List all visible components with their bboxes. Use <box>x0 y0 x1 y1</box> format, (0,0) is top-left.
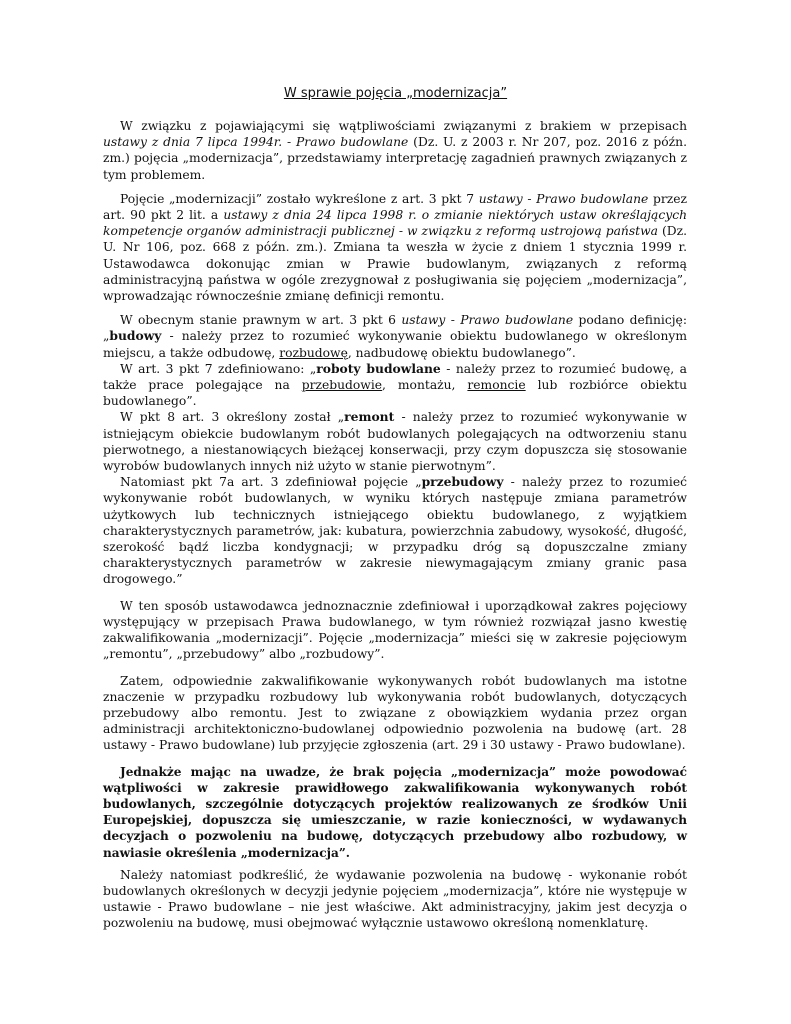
text-run: W art. 3 pkt 7 zdefiniowano: „ <box>120 361 317 376</box>
bold-term-roboty-budowlane: roboty budowlane <box>316 360 441 376</box>
bold-term-remont: remont <box>344 409 395 425</box>
paragraph-10: Należy natomiast podkreślić, że wydawanie pozwolenia na budowę - wykonanie robót budowlanych określonych w decyzji jedynie pojęciem „modernizacja”, które nie występuje w ustawie - Prawo budowlane – nie jest właściwe. Akt administracyjny, jakim jest decyzja o pozwoleniu na budowę, musi obejmować wyłącznie ustawowo określoną nomenklaturę. <box>103 867 687 931</box>
bold-term-budowy: budowy <box>109 328 162 344</box>
italic-law-reference: ustawy z dnia 7 lipca 1994r. - Prawo budowlane <box>103 135 409 150</box>
paragraph-6 <box>103 474 687 587</box>
text-run: W obecnym stanie prawnym w art. 3 pkt 6 <box>120 313 402 328</box>
text-run: - należy przez to rozumieć budowę, a także prace polegające na <box>103 361 688 393</box>
paragraph-2 <box>103 191 687 304</box>
text-run: - należy przez to rozumieć wykonywanie w istniejącym obiekcie budowlanym robót budowlanych polegających na odtworzeniu stanu pierwotnego, a niestanowiących bieżącej konserwacji, przy czym dopuszcza się stosowanie wyrobów budowlanych innych niż użyto w stanie pierwotnym”. <box>103 410 687 474</box>
paragraph-8: Zatem, odpowiednie zakwalifikowanie wykonywanych robót budowlanych ma istotne znaczenie w przypadku rozbudowy lub wykonywania robót budowlanych, dotyczących przebudowy albo remontu. Jest to związane z obowiązkiem wydania przez organ administracji architektoniczno-budowlanej odpowiednio pozwolenia na budowę (art. 28 ustawy - Prawo budowlane) lub przyjęcie zgłoszenia (art. 29 i 30 ustawy - Prawo budowlane). <box>103 673 687 753</box>
italic-law-reference: ustawy z dnia 24 lipca 1998 r. o zmianie niektórych ustaw określających kompetencje organów administracji publicznej - w związku z reformą ustrojową państwa <box>103 208 687 239</box>
text-run: - należy przez to rozumieć wykonywanie obiektu budowlanego w określonym miejscu, a także odbudowę, <box>103 329 687 360</box>
text-run: W pkt 8 art. 3 określony został „ <box>120 410 345 425</box>
paragraph-3 <box>103 312 687 361</box>
text-run: , nadbudowę obiektu budowlanego”. <box>347 345 576 360</box>
paragraph-1 <box>103 118 687 183</box>
underlined-term: przebudowie <box>301 378 383 393</box>
document-title: W sprawie pojęcia „modernizacja” <box>283 86 508 101</box>
text-run: lub rozbiórce obiektu budowlanego”. <box>103 378 688 409</box>
paragraph-9-bold: Jednakże mając na uwadze, że brak pojęcia „modernizacja” może powodować wątpliwości w zakresie prawidłowego zakwalifikowania wykonywanych robót budowlanych, szczególnie dotyczących projektów realizowanych ze środków Unii Europejskiej, dopuszcza się umieszczanie, w razie konieczności, w wydawanych decyzjach o pozwoleniu na budowę, dotyczących przebudowy albo rozbudowy, w nawiasie określenia „modernizacja”. <box>103 764 687 860</box>
underlined-term: remoncie <box>467 378 526 393</box>
text-run: Pojęcie „modernizacji” zostało wykreślone z art. 3 pkt 7 <box>120 191 479 206</box>
text-run: podano definicję: „ <box>103 313 687 344</box>
text-run: , montażu, <box>382 378 468 393</box>
text-run: W związku z pojawiającymi się wątpliwościami związanymi z brakiem w przepisach <box>120 119 687 133</box>
text-run: Natomiast pkt 7a art. 3 zdefiniował pojęcie „ <box>120 475 422 490</box>
paragraph-5 <box>103 409 687 474</box>
bold-term-przebudowy: przebudowy <box>421 474 504 490</box>
document-body <box>103 118 687 932</box>
paragraph-7: W ten sposób ustawodawca jednoznacznie zdefiniował i uporządkował zakres pojęciowy występujący w przepisach Prawa budowlanego, w tym również rozwiązał jasno kwestię zakwalifikowania „modernizacji”. Pojęcie „modernizacja” mieści się w zakresie pojęciowym „remontu”, „przebudowy” albo „rozbudowy”. <box>103 598 687 662</box>
text-run: - należy przez to rozumieć wykonywanie robót budowlanych, w wyniku których następuje zmiana parametrów użytkowych lub technicznych istniejącego obiektu budowlanego, z wyjątkiem charakterystycznych parametrów, jak: kubatura, powierzchnia zabudowy, wysokość, długość, szerokość bądź liczba kondygnacji; w przypadku dróg są dopuszczalne zmiany charakterystycznych parametrów w zakresie niewymagającym zmiany granic pasa drogowego.” <box>103 475 687 587</box>
italic-law-reference: ustawy - Prawo budowlane <box>401 313 574 328</box>
text-run: przez art. 90 pkt 2 lit. a <box>103 191 687 223</box>
underlined-term: rozbudowę <box>279 345 348 360</box>
text-run: (Dz. U. Nr 106, poz. 668 z późn. zm.). Zmiana ta weszła w życie z dniem 1 stycznia 1999 r. Ustawodawca dokonując zmian w Prawie budowlanym, związanych z reformą administracyjną państwa w ogóle zrezygnował z posługiwania się pojęciem „modernizacja”, wprowadzając równocześnie zmianę definicji remontu. <box>103 224 687 304</box>
paragraph-4 <box>103 361 687 410</box>
italic-law-reference: ustawy - Prawo budowlane <box>478 191 649 206</box>
text-run: (Dz. U. z 2003 r. Nr 207, poz. 2016 z późn. zm.) pojęcia „modernizacja”, przedstawiamy interpretację zagadnień prawnych związanych z tym problemem. <box>103 135 687 182</box>
